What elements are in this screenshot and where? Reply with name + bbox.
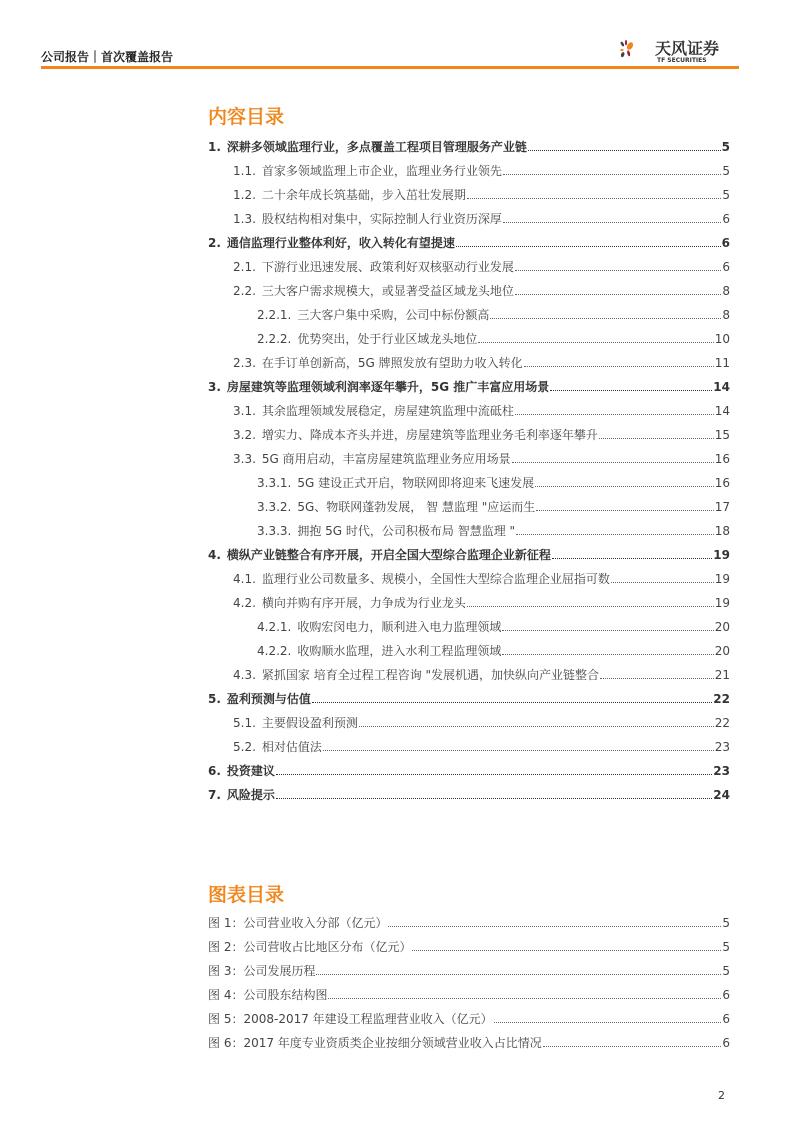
toc-entry[interactable] bbox=[208, 250, 730, 274]
toc-entry-title: 其余监理领域发展稳定，房屋建筑监理中流砥柱 bbox=[261, 404, 514, 418]
toc-entry[interactable] bbox=[208, 730, 730, 754]
toc-entry[interactable] bbox=[208, 778, 730, 802]
toc-entry-page: 20 bbox=[714, 620, 730, 634]
toc-entry[interactable] bbox=[208, 586, 730, 610]
toc-entry-page: 5 bbox=[722, 188, 730, 202]
toc-entry-number: 3.2. bbox=[233, 428, 256, 442]
toc-entry-page: 16 bbox=[714, 452, 730, 466]
toc-entry-title: 增实力、降成本齐头并进，房屋建筑等监理业务毛利率逐年攀升 bbox=[261, 428, 598, 442]
dot-leader bbox=[388, 926, 721, 927]
toc-entry-title: 通信监理行业整体利好，收入转化有望提速 bbox=[226, 236, 455, 250]
dot-leader bbox=[323, 750, 714, 751]
toc-entry-title: 房屋建筑等监理领域利润率逐年攀升，5G 推广丰富应用场景 bbox=[226, 380, 550, 394]
toc-entry-page: 5 bbox=[721, 140, 730, 154]
dot-leader bbox=[276, 798, 712, 799]
toc-entry[interactable] bbox=[208, 634, 730, 658]
toc-entry-page: 22 bbox=[714, 716, 730, 730]
list-of-figures bbox=[208, 906, 730, 1050]
toc-entry-number: 4.2. bbox=[233, 596, 256, 610]
toc-entry-page: 5 bbox=[722, 164, 730, 178]
toc-entry-title: 横纵产业链整合有序开展，开启全国大型综合监理企业新征程 bbox=[226, 548, 551, 562]
toc-entry-title: 三大客户需求规模大，或显著受益区域龙头地位 bbox=[261, 284, 514, 298]
figure-entry-title: 图 3：公司发展历程 bbox=[208, 964, 316, 978]
tf-securities-logo-icon bbox=[618, 22, 658, 74]
dot-leader bbox=[524, 366, 714, 367]
dot-leader bbox=[535, 486, 714, 487]
toc-entry[interactable] bbox=[208, 490, 730, 514]
dot-leader bbox=[456, 246, 721, 247]
toc-entry-page: 8 bbox=[722, 284, 730, 298]
toc-entry-page: 23 bbox=[714, 740, 730, 754]
dot-leader bbox=[312, 702, 712, 703]
toc-entry-number: 2. bbox=[208, 236, 221, 250]
toc-entry-page: 15 bbox=[714, 428, 730, 442]
toc-entry-number: 1. bbox=[208, 140, 221, 154]
dot-leader bbox=[503, 174, 721, 175]
toc-entry-title: 相对估值法 bbox=[261, 740, 322, 754]
logo-subtext: TF SECURITIES bbox=[657, 57, 707, 64]
toc-entry-title: 二十余年成长筑基础，步入茁壮发展期 bbox=[261, 188, 466, 202]
toc-entry-number: 3. bbox=[208, 380, 221, 394]
logo-text: 天风证券 bbox=[655, 39, 720, 58]
toc-entry-page: 19 bbox=[713, 548, 730, 562]
toc-entry-number: 2.2. bbox=[233, 284, 256, 298]
toc-entry[interactable] bbox=[208, 658, 730, 682]
dot-leader bbox=[502, 654, 713, 655]
toc-entry-number: 2.2.1. bbox=[257, 308, 292, 322]
dot-leader bbox=[528, 150, 721, 151]
toc-entry-title: 股权结构相对集中，实际控制人行业资历深厚 bbox=[261, 212, 502, 226]
dot-leader bbox=[328, 998, 721, 999]
toc-entry[interactable] bbox=[208, 178, 730, 202]
dot-leader bbox=[512, 462, 714, 463]
toc-entry-number: 6. bbox=[208, 764, 221, 778]
toc-entry-number: 5.1. bbox=[233, 716, 256, 730]
toc-entry[interactable] bbox=[208, 394, 730, 418]
toc-entry-page: 11 bbox=[714, 356, 730, 370]
dot-leader bbox=[503, 222, 721, 223]
toc-entry-number: 2.2.2. bbox=[257, 332, 292, 346]
toc-entry-title: 投资建议 bbox=[226, 764, 275, 778]
toc-entry-title: 5G、物联网蓬勃发展， 智 慧监理 "应运而生 bbox=[297, 500, 536, 514]
toc-entry-title: 三大客户集中采购，公司中标份额高 bbox=[297, 308, 490, 322]
figure-entry-page: 6 bbox=[722, 1036, 730, 1050]
toc-entry-title: 主要假设盈利预测 bbox=[261, 716, 358, 730]
toc-entry[interactable] bbox=[208, 370, 730, 394]
dot-leader bbox=[490, 318, 721, 319]
toc-entry-title: 优势突出，处于行业区域龙头地位 bbox=[297, 332, 478, 346]
dot-leader bbox=[515, 294, 721, 295]
toc-entry-title: 盈利预测与估值 bbox=[226, 692, 311, 706]
toc-entry-title: 监理行业公司数量多、规模小，全国性大型综合监理企业屈指可数 bbox=[261, 572, 610, 586]
figure-entry-page: 5 bbox=[722, 916, 730, 930]
toc-entry-page: 6 bbox=[722, 212, 730, 226]
toc-entry[interactable] bbox=[208, 130, 730, 154]
toc-entry-title: 收购宏闵电力，顺利进入电力监理领域 bbox=[297, 620, 502, 634]
toc-entry[interactable] bbox=[208, 322, 730, 346]
toc-entry-page: 19 bbox=[714, 596, 730, 610]
figure-entry-title: 图 4：公司股东结构图 bbox=[208, 988, 328, 1002]
toc-entry-title: 横向并购有序开展，力争成为行业龙头 bbox=[261, 596, 466, 610]
toc-entry-title: 风险提示 bbox=[226, 788, 275, 802]
dot-leader bbox=[359, 726, 714, 727]
page-number: 2 bbox=[718, 1089, 725, 1102]
figure-entry-page: 6 bbox=[722, 988, 730, 1002]
toc-entry-number: 3.3.1. bbox=[257, 476, 292, 490]
toc-entry[interactable] bbox=[208, 226, 730, 250]
dot-leader bbox=[550, 390, 712, 391]
toc-entry[interactable] bbox=[208, 202, 730, 226]
toc-entry-number: 3.3. bbox=[233, 452, 256, 466]
figure-entry[interactable] bbox=[208, 906, 730, 930]
dot-leader bbox=[316, 974, 721, 975]
dot-leader bbox=[552, 558, 712, 559]
toc-entry-page: 22 bbox=[713, 692, 730, 706]
toc-entry[interactable] bbox=[208, 562, 730, 586]
toc-entry[interactable] bbox=[208, 418, 730, 442]
dot-leader bbox=[599, 438, 714, 439]
toc-entry-number: 4.1. bbox=[233, 572, 256, 586]
dot-leader bbox=[600, 678, 714, 679]
toc-entry-number: 1.2. bbox=[233, 188, 256, 202]
dot-leader bbox=[276, 774, 712, 775]
toc-entry-number: 2.3. bbox=[233, 356, 256, 370]
report-type-label: 公司报告｜首次覆盖报告 bbox=[41, 50, 174, 64]
toc-entry-title: 5G 商用启动，丰富房屋建筑监理业务应用场景 bbox=[261, 452, 511, 466]
toc-title: 内容目录 bbox=[208, 106, 285, 128]
toc-entry-number: 7. bbox=[208, 788, 221, 802]
toc-entry-title: 深耕多领域监理行业，多点覆盖工程项目管理服务产业链 bbox=[226, 140, 527, 154]
toc-entry[interactable] bbox=[208, 442, 730, 466]
dot-leader bbox=[515, 270, 721, 271]
figure-entry[interactable] bbox=[208, 1026, 730, 1050]
figure-entry-title: 图 2：公司营收占比地区分布（亿元） bbox=[208, 940, 412, 954]
toc-entry[interactable] bbox=[208, 274, 730, 298]
table-of-contents bbox=[208, 130, 730, 802]
toc-entry[interactable] bbox=[208, 514, 730, 538]
figure-entry[interactable] bbox=[208, 930, 730, 954]
toc-entry-number: 4.2.1. bbox=[257, 620, 292, 634]
toc-entry-page: 6 bbox=[722, 260, 730, 274]
toc-entry-title: 首家多领域监理上市企业，监理业务行业领先 bbox=[261, 164, 502, 178]
figure-entry-title: 图 5：2008-2017 年建设工程监理营业收入（亿元） bbox=[208, 1012, 493, 1026]
toc-entry[interactable] bbox=[208, 610, 730, 634]
toc-entry-number: 3.3.3. bbox=[257, 524, 292, 538]
toc-entry-page: 14 bbox=[714, 404, 730, 418]
figure-entry[interactable] bbox=[208, 1002, 730, 1026]
figure-entry-page: 5 bbox=[722, 940, 730, 954]
figure-entry[interactable] bbox=[208, 954, 730, 978]
toc-entry-page: 23 bbox=[713, 764, 730, 778]
figure-entry-page: 6 bbox=[722, 1012, 730, 1026]
toc-entry-title: 拥抱 5G 时代，公司积极布局 智慧监理 " bbox=[297, 524, 516, 538]
toc-entry-page: 17 bbox=[714, 500, 730, 514]
toc-entry-page: 14 bbox=[713, 380, 730, 394]
toc-entry-page: 10 bbox=[714, 332, 730, 346]
dot-leader bbox=[478, 342, 713, 343]
toc-entry-page: 19 bbox=[714, 572, 730, 586]
toc-entry-title: 紧抓国家 培育全过程工程咨询 "发展机遇，加快纵向产业链整合 bbox=[261, 668, 600, 682]
toc-entry-number: 3.1. bbox=[233, 404, 256, 418]
toc-entry-number: 4.2.2. bbox=[257, 644, 292, 658]
toc-entry-number: 4.3. bbox=[233, 668, 256, 682]
figure-entry-title: 图 1：公司营业收入分部（亿元） bbox=[208, 916, 388, 930]
toc-entry[interactable] bbox=[208, 346, 730, 370]
toc-entry-page: 24 bbox=[713, 788, 730, 802]
dot-leader bbox=[412, 950, 721, 951]
toc-entry-page: 8 bbox=[722, 308, 730, 322]
dot-leader bbox=[467, 606, 714, 607]
toc-entry-page: 6 bbox=[721, 236, 730, 250]
toc-entry-title: 下游行业迅速发展、政策利好双核驱动行业发展 bbox=[261, 260, 514, 274]
toc-entry-title: 在手订单创新高，5G 牌照发放有望助力收入转化 bbox=[261, 356, 523, 370]
dot-leader bbox=[502, 630, 713, 631]
toc-entry-page: 20 bbox=[714, 644, 730, 658]
toc-entry-number: 4. bbox=[208, 548, 221, 562]
toc-entry[interactable] bbox=[208, 154, 730, 178]
toc-entry-number: 2.1. bbox=[233, 260, 256, 274]
toc-entry-number: 5. bbox=[208, 692, 221, 706]
toc-entry-number: 5.2. bbox=[233, 740, 256, 754]
figure-entry-title: 图 6：2017 年度专业资质类企业按细分领域营业收入占比情况 bbox=[208, 1036, 542, 1050]
toc-entry-page: 16 bbox=[714, 476, 730, 490]
toc-entry[interactable] bbox=[208, 466, 730, 490]
toc-entry-title: 5G 建设正式开启，物联网即将迎来飞速发展 bbox=[297, 476, 535, 490]
dot-leader bbox=[467, 198, 721, 199]
dot-leader bbox=[543, 1046, 721, 1047]
dot-leader bbox=[494, 1022, 721, 1023]
toc-entry-title: 收购顺水监理，进入水利工程监理领域 bbox=[297, 644, 502, 658]
figure-entry[interactable] bbox=[208, 978, 730, 1002]
figure-entry-page: 5 bbox=[722, 964, 730, 978]
toc-entry[interactable] bbox=[208, 754, 730, 778]
toc-entry-page: 18 bbox=[714, 524, 730, 538]
toc-entry-number: 3.3.2. bbox=[257, 500, 292, 514]
dot-leader bbox=[516, 534, 714, 535]
dot-leader bbox=[515, 414, 714, 415]
dot-leader bbox=[611, 582, 714, 583]
toc-entry-number: 1.3. bbox=[233, 212, 256, 226]
toc-entry-page: 21 bbox=[714, 668, 730, 682]
toc-entry[interactable] bbox=[208, 538, 730, 562]
toc-entry[interactable] bbox=[208, 682, 730, 706]
figures-title: 图表目录 bbox=[208, 884, 285, 906]
toc-entry[interactable] bbox=[208, 706, 730, 730]
toc-entry[interactable] bbox=[208, 298, 730, 322]
dot-leader bbox=[536, 510, 713, 511]
toc-entry-number: 1.1. bbox=[233, 164, 256, 178]
